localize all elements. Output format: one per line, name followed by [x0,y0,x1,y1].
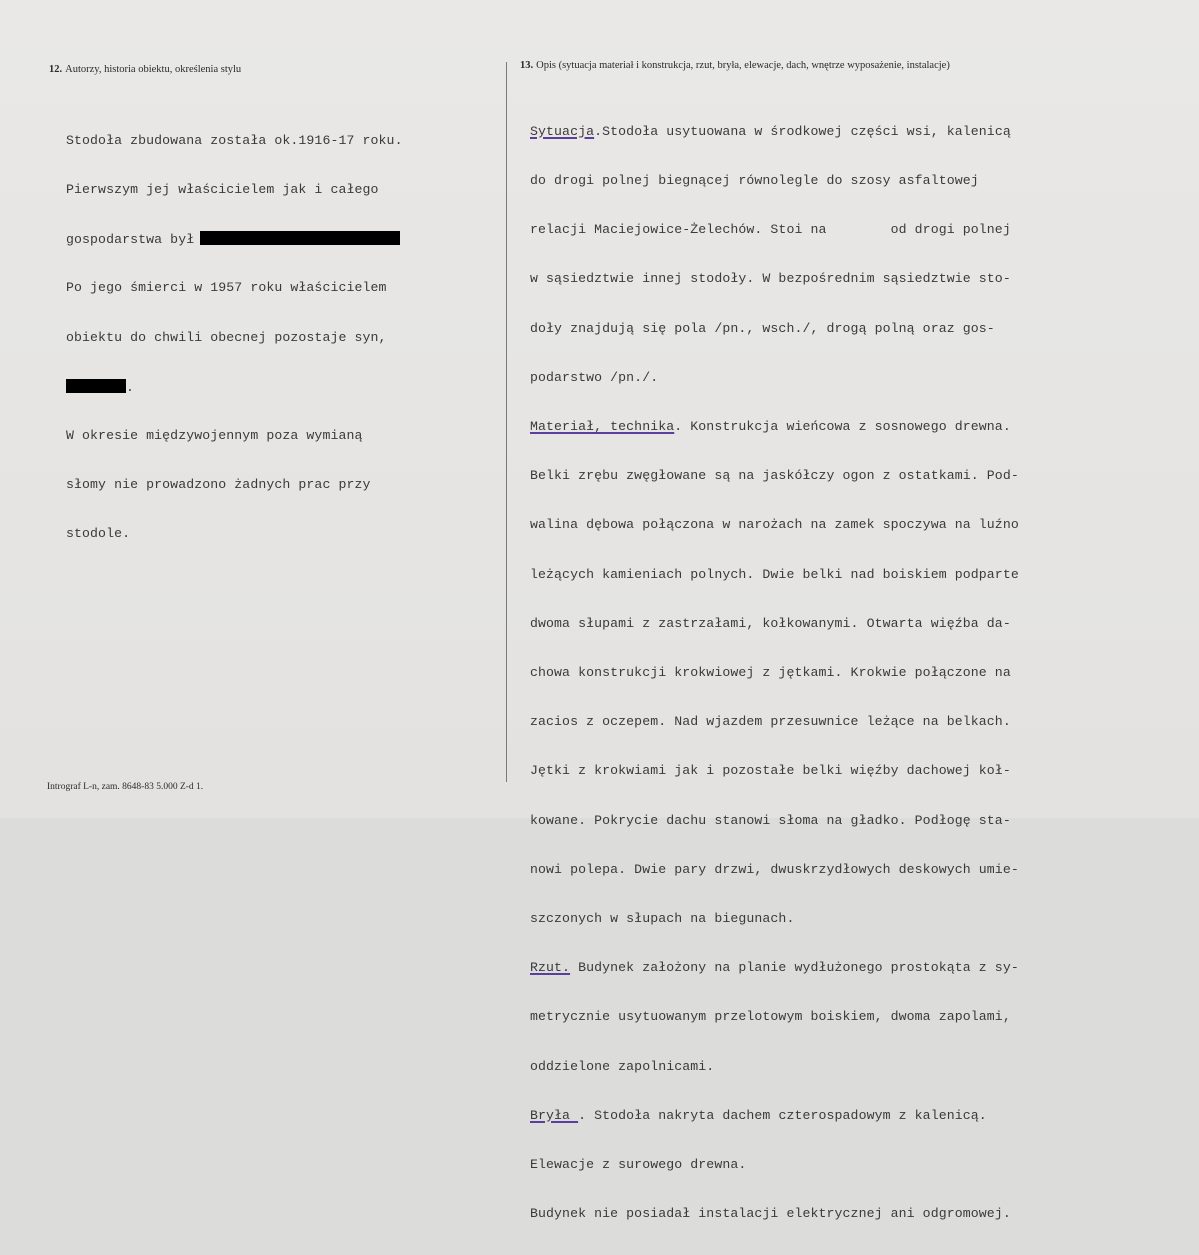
heading-bryla: Bryła [530,1107,579,1123]
description-line: Jętki z krokwiami jak i pozostałe belki więźby dachowej koł- [530,763,1011,779]
description-line: metrycznie usytuowanym przelotowym boiskiem, dwoma zapolami, [530,1009,1011,1025]
description-line: leżących kamieniach polnych. Dwie belki nad boiskiem podparte [530,566,1019,582]
right-section-label: Opis (sytuacja materiał i konstrukcja, rzut, bryła, elewacje, dach, wnętrze wyposażenie, instalacje) [536,60,950,71]
description-line: podarstwo /pn./. [530,369,659,385]
description-line: relacji Maciejowice-Żelechów. Stoi na od drogi polnej [530,222,1011,238]
description-line [530,960,1019,976]
history-text [66,100,403,576]
history-line [66,379,403,395]
description-text [530,91,1019,1255]
redaction-bar [66,379,126,393]
description-line: walina dębowa połączona w narożach na zamek spoczywa na luźno [530,517,1019,533]
history-line: Po jego śmierci w 1957 roku właścicielem [66,280,387,296]
heading-material: Materiał, technika [530,419,675,435]
description-line: doły znajdują się pola /pn., wsch./, drogą polną oraz gos- [530,320,995,336]
history-line: W okresie międzywojennym poza wymianą [66,428,363,444]
history-line: obiektu do chwili obecnej pozostaje syn, [66,329,387,345]
description-line: Elewacje z surowego drewna. [530,1157,747,1173]
history-line: stodole. [66,526,131,542]
description-line: szczonych w słupach na biegunach. [530,911,795,927]
history-line-text: . [126,379,135,395]
description-line: Budynek nie posiadał instalacji elektrycznej ani odgromowej. [530,1206,1011,1222]
description-line: Belki zrębu zwęgłowane są na jaskółczy ogon z ostatkami. Pod- [530,468,1019,484]
heading-rzut: Rzut. [530,960,571,976]
redaction-bar [200,231,400,245]
column-divider [506,62,507,782]
right-section-number: 13. [520,60,534,71]
left-section-header [49,64,241,75]
description-line: oddzielone zapolnicami. [530,1058,715,1074]
description-line: nowi polepa. Dwie pary drzwi, dwuskrzydłowych deskowych umie- [530,861,1019,877]
left-section-number: 12. [49,64,63,75]
description-line-text: . Stodoła nakryta dachem czterospadowym z kalenicą. [578,1107,987,1123]
description-line-text: . Konstrukcja wieńcowa z sosnowego drewna. [674,419,1011,435]
history-line: Pierwszym jej właścicielem jak i całego [66,182,379,198]
description-line: dwoma słupami z zastrzałami, kołkowanymi. Otwarta więźba da- [530,615,1011,631]
description-line [530,1108,1019,1124]
description-line: chowa konstrukcji krokwiowej z jętkami. Krokwie połączone na [530,665,1011,681]
description-line: do drogi polnej biegnącej równolegle do szosy asfaltowej [530,173,979,189]
description-line: zacios z oczepem. Nad wjazdem przesuwnice leżące na belkach. [530,714,1011,730]
heading-sytuacja: Sytuacja [530,123,595,139]
right-section-header [520,60,950,71]
history-line-text: gospodarstwa był [66,232,195,248]
history-line: słomy nie prowadzono żadnych prac przy [66,477,371,493]
description-line-text: .Stodoła usytuowana w środkowej części wsi, kalenicą [594,123,1011,139]
description-line: kowane. Pokrycie dachu stanowi słoma na gładko. Podłogę sta- [530,812,1011,828]
description-line [530,419,1019,435]
history-line: Stodoła zbudowana została ok.1916-17 roku. [66,132,403,148]
history-line [66,231,403,247]
description-line-text: Budynek założony na planie wydłużonego prostokąta z sy- [570,960,1019,976]
printer-imprint: Intrograf L-n, zam. 8648-83 5.000 Z-d 1. [47,782,204,792]
left-section-label: Autorzy, historia obiektu, określenia stylu [65,64,242,75]
description-line: w sąsiedztwie innej stodoły. W bezpośrednim sąsiedztwie sto- [530,271,1011,287]
description-line [530,124,1019,140]
